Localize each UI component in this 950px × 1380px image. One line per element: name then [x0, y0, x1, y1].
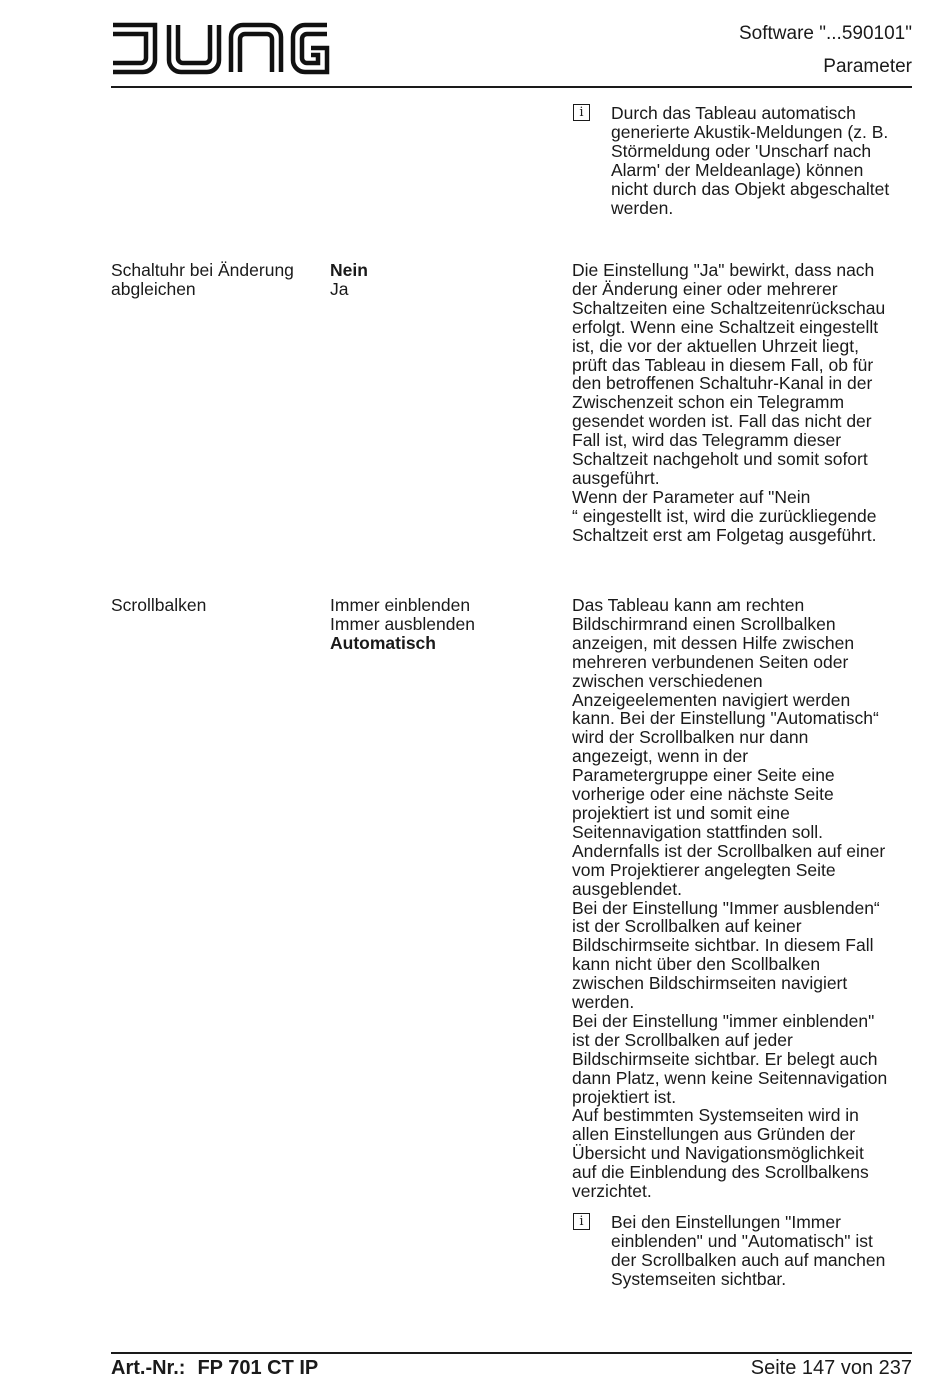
- footer-divider: [111, 1352, 912, 1354]
- section-title: Parameter: [823, 56, 912, 77]
- option: Ja: [330, 278, 349, 299]
- option: Immer einblenden: [330, 595, 471, 615]
- param-options: [330, 261, 560, 299]
- param-description: Die Einstellung "Ja" bewirkt, dass nach der Änderung einer oder mehrerer Schaltzeiten eine Schaltzeitenrückschau erfolgt. Wenn eine Schaltzeit eingestellt ist, die vor der aktuellen Uhrzeit liegt, prüft das Tableau in diesem Fall, ob für den betroffenen Schaltuhr-Kanal in der Zwischenzeit schon ein Telegramm gesendet worden ist. Fall das nicht der Fall ist, wird das Telegramm dieser Schaltzeit nachgeholt und somit sofort ausgeführt. Wenn der Parameter auf "Nein “ eingestellt ist, wird die zurückliegende Schaltzeit erst am Folgetag ausgeführt.: [572, 260, 886, 545]
- jung-logo: [111, 22, 331, 76]
- page-number: Seite 147 von 237: [750, 1357, 912, 1379]
- info-note: Durch das Tableau automatisch generierte Akustik-Meldungen (z. B. Störmeldung oder 'Unscharf nach Alarm' der Meldeanlage) können nicht durch das Objekt abgeschaltet werden.: [611, 103, 890, 218]
- info-icon: i: [573, 104, 590, 121]
- header-divider: [111, 86, 912, 88]
- param-name: Scrollbalken: [111, 595, 207, 615]
- software-version: Software "...590101": [739, 23, 912, 44]
- param-name: Schaltuhr bei Änderung abgleichen: [111, 260, 294, 299]
- article-value: FP 701 CT IP: [197, 1357, 319, 1379]
- article-number: [111, 1357, 330, 1380]
- article-label: Art.-Nr.:: [111, 1357, 186, 1379]
- param-options: [330, 596, 560, 653]
- option-default: Automatisch: [330, 632, 436, 653]
- info-note: Bei den Einstellungen "Immer einblenden" und "Automatisch" ist der Scrollbalken auch auf manchen Systemseiten sichtbar.: [611, 1212, 886, 1289]
- info-icon: i: [573, 1213, 590, 1230]
- option-default: Nein: [330, 260, 368, 280]
- param-description: Das Tableau kann am rechten Bildschirmrand einen Scrollbalken anzeigen, mit dessen Hilfe zwischen mehreren verbundenen Seiten oder zwischen verschiedenen Anzeigeelementen navigiert werden kann. Bei der Einstellung "Automatisch“ wird der Scrollbalken nur dann angezeigt, wenn in der Parametergruppe einer Seite eine vorherige oder eine nächste Seite projektiert ist und somit eine Seitennavigation stattfinden soll. Andernfalls ist der Scrollbalken auf einer vom Projektierer angelegten Seite ausgeblendet. Bei der Einstellung "Immer ausblenden“ ist der Scrollbalken auf keiner Bildschirmseite sichtbar. In diesem Fall kann nicht über den Scollbalken zwischen Bildschirmseiten navigiert werden. Bei der Einstellung "immer einblenden" ist der Scrollbalken auf jeder Bildschirmseite sichtbar. Er belegt auch dann Platz, wenn keine Seitennavigation projektiert ist. Auf bestimmten Systemseiten wird in allen Einstellungen aus Gründen der Übersicht und Navigationsmöglichkeit auf die Einblendung des Scrollbalkens verzichtet.: [572, 595, 888, 1202]
- option: Immer ausblenden: [330, 613, 475, 634]
